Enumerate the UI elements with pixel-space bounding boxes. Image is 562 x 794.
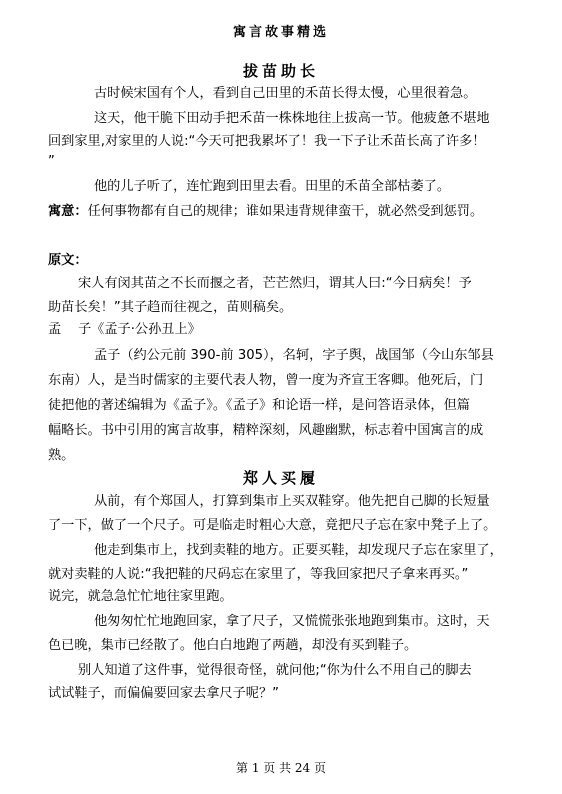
bio-line-1: 孟子（约公元前 390-前 305），名轲，字子舆，战国邹（今山东邹县 [94, 348, 494, 363]
author-row [48, 320, 201, 340]
bio-line-4: 幅略长。书中引用的寓言故事，精粹深刻，风趣幽默，标志着中国寓言的成 [48, 423, 484, 438]
author-label: 孟 子 [48, 322, 92, 337]
bio-line-2: 东南）人，是当时儒家的主要代表人物，曾一度为齐宣王客卿。他死后，门 [48, 373, 484, 388]
story2-line-6: 他匆匆忙忙地跑回家，拿了尺子，又慌慌张张地跑到集市。这时，天 [94, 614, 490, 629]
story2-line-5: 说完，就急急忙忙地往家里跑。 [48, 589, 233, 604]
story1-line-5: 他的儿子听了，连忙跑到田里去看。田里的禾苗全部枯萎了。 [94, 179, 451, 194]
story1-line-3: 回到家里,对家里的人说:“今天可把我累坏了！我一下子让禾苗长高了许多！ [48, 134, 486, 149]
story2-line-4: 就对卖鞋的人说:“我把鞋的尺码忘在家里了，等我回家把尺子拿来再买。” [48, 567, 469, 582]
moral-row [48, 202, 483, 222]
source-label: 原文： [48, 253, 88, 268]
story1-line-1: 古时候宋国有个人，看到自己田里的禾苗长得太慢，心里很着急。 [94, 86, 477, 101]
story2-line-3: 他走到集市上，找到卖鞋的地方。正要买鞋，却发现尺子忘在家里了， [94, 543, 503, 558]
story2-line-7: 色已晚，集市已经散了。他白白地跑了两趟，却没有买到鞋子。 [48, 638, 418, 653]
page-footer: 第 1 页 共 24 页 [236, 761, 326, 775]
page-header-title: 寓言故事精选 [232, 25, 329, 40]
source-line-1: 宋人有闵其苗之不长而揠之者，芒芒然归，谓其人曰:“今日病矣！予 [78, 276, 472, 291]
moral-text: 任何事物都有自己的规律；谁如果违背规律蛮干，就必然受到惩罚。 [87, 204, 484, 219]
story1-line-2: 这天，他干脆下田动手把禾苗一株株地往上拔高一节。他疲惫不堪地 [94, 111, 490, 126]
story1-line-4: ” [48, 154, 55, 169]
story2-line-8: 别人知道了这件事，觉得很奇怪，就问他;“你为什么不用自己的脚去 [78, 663, 472, 678]
story2-line-9: 试试鞋子，而偏偏要回家去拿尺子呢？” [48, 686, 280, 701]
bio-line-5: 熟。 [48, 448, 75, 463]
story-title-zhengrenmaitu: 郑人买履 [242, 469, 319, 487]
story2-line-2: 了一下，做了一个尺子。可是临走时粗心大意，竟把尺子忘在家中凳子上了。 [48, 518, 497, 533]
source-line-2: 助苗长矣！”其子趋而往视之，苗则稿矣。 [48, 300, 293, 315]
story2-line-1: 从前，有个郑国人，打算到集市上买双鞋穿。他先把自己脚的长短量 [94, 494, 490, 509]
moral-label: 寓意： [48, 204, 88, 219]
story-title-bamiaozhuzhang: 拔苗助长 [242, 62, 319, 80]
bio-line-3: 徒把他的著述编辑为《孟子》。《孟子》和论语一样，是问答语录体，但篇 [48, 398, 470, 413]
author-work: 《孟子·公孙丑上》 [91, 322, 201, 337]
